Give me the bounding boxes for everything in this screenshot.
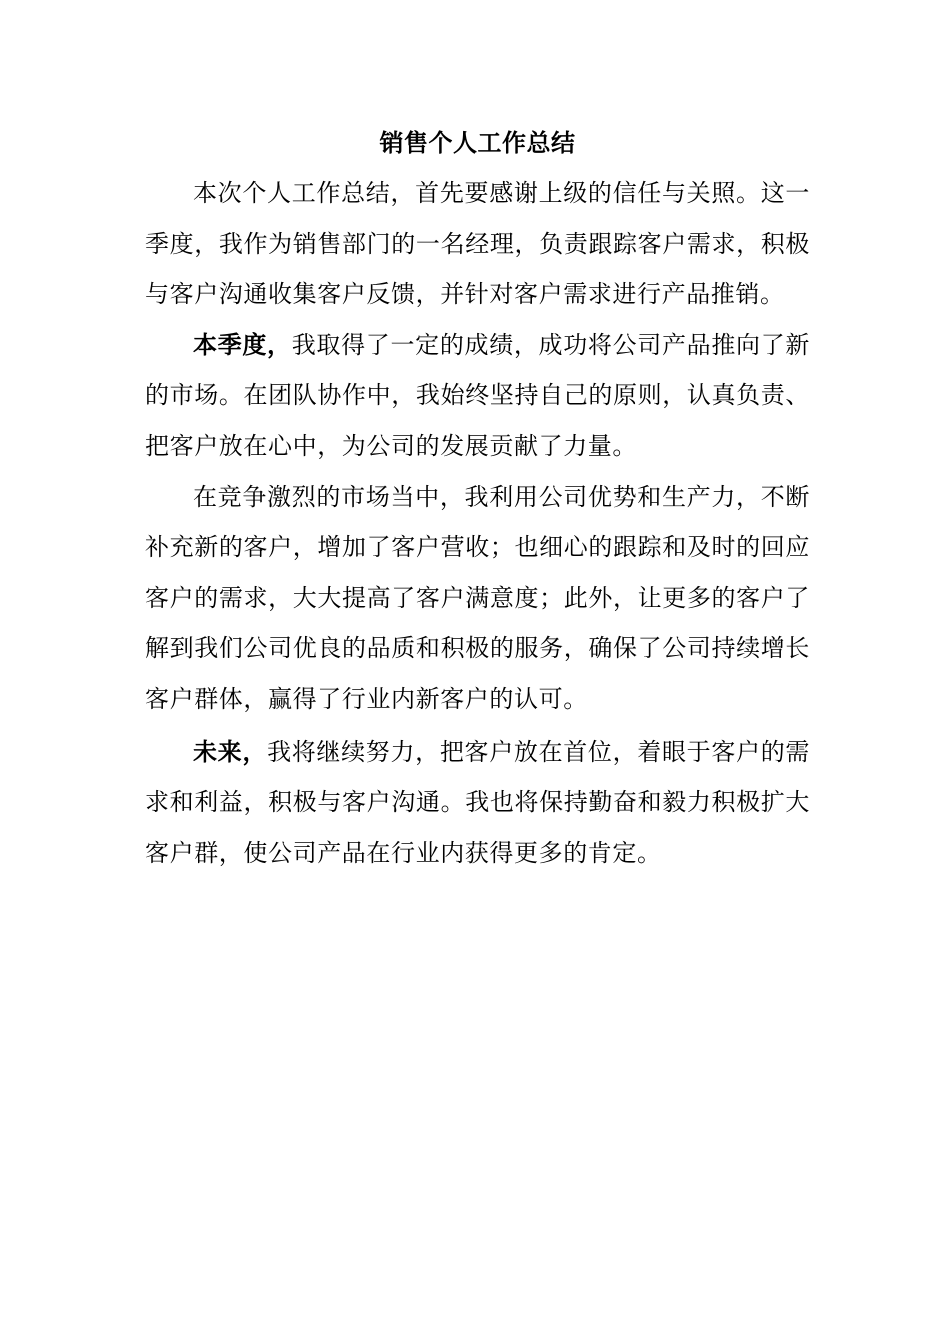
paragraph-quarter-lead: 本季度， [193,330,292,359]
paragraph-future-lead: 未来， [193,737,268,766]
paragraph-quarter [145,320,810,472]
document-title: 销售个人工作总结 [379,129,576,157]
paragraph-future [145,727,810,879]
document-page [145,118,810,878]
paragraph-intro [145,168,810,320]
paragraph-quarter-text: 我取得了一定的成绩，成功将公司产品推向了新的市场。在团队协作中，我始终坚持自己的原则，认真负责、把客户放在心中，为公司的发展贡献了力量。 [145,330,810,460]
paragraph-intro-text: 本次个人工作总结，首先要感谢上级的信任与关照。这一季度，我作为销售部门的一名经理，负责跟踪客户需求，积极与客户沟通收集客户反馈，并针对客户需求进行产品推销。 [145,179,810,309]
paragraph-market-text: 在竞争激烈的市场当中，我利用公司优势和生产力，不断补充新的客户，增加了客户营收；也细心的跟踪和及时的回应客户的需求，大大提高了客户满意度；此外，让更多的客户了解到我们公司优良的品质和积极的服务，确保了公司持续增长客户群体，赢得了行业内新客户的认可。 [145,482,810,713]
paragraph-market [145,472,810,725]
paragraph-future-text: 我将继续努力，把客户放在首位，着眼于客户的需求和利益，积极与客户沟通。我也将保持勤奋和毅力积极扩大客户群，使公司产品在行业内获得更多的肯定。 [145,737,810,867]
